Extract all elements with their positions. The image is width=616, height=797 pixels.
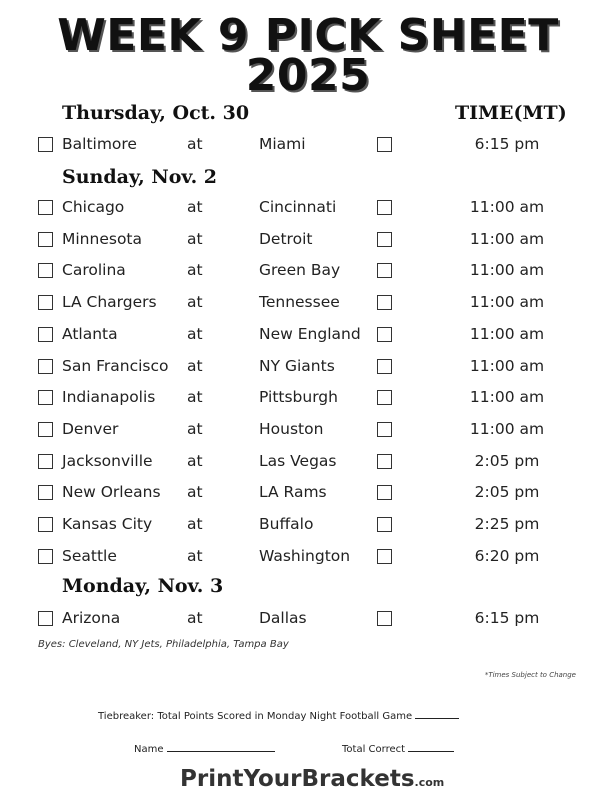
page-title-year: 2025 [245,50,371,101]
at-label: at [187,451,203,470]
away-team: Jacksonville [62,451,153,470]
game-row [0,386,616,410]
game-time: 11:00 am [469,388,545,407]
away-pick-checkbox[interactable] [38,454,53,469]
game-row [0,323,616,347]
brand-logo [180,766,444,792]
game-row [0,545,616,569]
name-blank[interactable] [167,742,275,752]
home-pick-checkbox[interactable] [377,485,392,500]
game-row [0,481,616,505]
away-team: Seattle [62,546,117,565]
game-time: 6:15 pm [474,135,540,153]
game-row [0,133,616,157]
home-team: Buffalo [259,515,314,533]
away-pick-checkbox[interactable] [38,359,53,374]
at-label: at [187,388,203,407]
away-pick-checkbox[interactable] [38,611,53,626]
at-label: at [187,293,203,312]
brand-com: .com [414,776,445,789]
away-team: Minnesota [62,229,142,248]
away-pick-checkbox[interactable] [38,295,53,310]
home-pick-checkbox[interactable] [377,454,392,469]
away-pick-checkbox[interactable] [38,549,53,564]
away-pick-checkbox[interactable] [38,517,53,532]
away-team: Indianapolis [62,388,156,407]
away-pick-checkbox[interactable] [38,390,53,405]
at-label: at [187,483,203,502]
away-team: LA Chargers [62,293,157,312]
brand-your: Your [243,766,302,792]
home-team: Detroit [259,229,313,248]
time-column-header: TIME(MT) [455,102,567,124]
away-pick-checkbox[interactable] [38,422,53,437]
game-time: 2:05 pm [474,483,540,502]
away-pick-checkbox[interactable] [38,485,53,500]
game-time: 11:00 am [469,293,545,312]
home-team: Washington [259,546,351,565]
at-label: at [187,546,203,565]
game-time: 11:00 am [469,229,545,248]
game-row [0,259,616,283]
at-label: at [187,198,203,216]
home-pick-checkbox[interactable] [377,359,392,374]
day-header: Sunday, Nov. 2 [62,166,218,188]
at-label: at [187,419,203,438]
home-team: New England [259,324,361,343]
total-correct-blank[interactable] [408,742,454,752]
tiebreaker-blank[interactable] [415,709,459,719]
away-team: Kansas City [62,515,153,533]
home-pick-checkbox[interactable] [377,263,392,278]
home-pick-checkbox[interactable] [377,517,392,532]
game-time: 6:15 pm [474,609,540,627]
byes-text: Byes: Cleveland, NY Jets, Philadelphia, Tampa Bay [38,639,289,650]
away-pick-checkbox[interactable] [38,200,53,215]
home-pick-checkbox[interactable] [377,549,392,564]
brand-brackets: Brackets [301,766,415,792]
away-team: Denver [62,419,119,438]
home-team: Green Bay [259,261,341,280]
at-label: at [187,356,203,375]
home-team: LA Rams [259,483,327,502]
away-pick-checkbox[interactable] [38,232,53,247]
at-label: at [187,515,203,533]
game-row [0,196,616,220]
game-time: 11:00 am [469,356,545,375]
game-row [0,450,616,474]
game-row [0,418,616,442]
away-pick-checkbox[interactable] [38,263,53,278]
total-correct-field [342,742,454,755]
away-team: Carolina [62,261,126,280]
game-time: 2:05 pm [474,451,540,470]
game-row [0,355,616,379]
at-label: at [187,229,203,248]
home-team: Tennessee [259,293,340,312]
game-time: 11:00 am [469,261,545,280]
home-team: Dallas [259,609,307,627]
at-label: at [187,324,203,343]
away-team: Arizona [62,609,121,627]
home-pick-checkbox[interactable] [377,137,392,152]
game-row [0,228,616,252]
home-pick-checkbox[interactable] [377,327,392,342]
game-time: 11:00 am [469,419,545,438]
brand-print: Print [180,766,244,792]
away-team: Atlanta [62,324,118,343]
home-team: NY Giants [259,356,335,375]
home-pick-checkbox[interactable] [377,422,392,437]
at-label: at [187,135,203,153]
name-label: Name [134,744,164,755]
tiebreaker-label: Tiebreaker: Total Points Scored in Monday Night Football Game [98,711,413,722]
home-pick-checkbox[interactable] [377,611,392,626]
total-correct-label: Total Correct [342,744,406,755]
away-pick-checkbox[interactable] [38,137,53,152]
away-pick-checkbox[interactable] [38,327,53,342]
home-pick-checkbox[interactable] [377,232,392,247]
home-pick-checkbox[interactable] [377,390,392,405]
home-team: Cincinnati [259,198,337,216]
away-team: Baltimore [62,135,137,153]
home-team: Pittsburgh [259,388,338,407]
game-row [0,513,616,537]
game-time: 2:25 pm [474,515,540,533]
day-header: Monday, Nov. 3 [62,575,224,597]
home-team: Miami [259,135,306,153]
game-row [0,291,616,315]
at-label: at [187,609,203,627]
game-time: 11:00 am [469,324,545,343]
away-team: San Francisco [62,356,169,375]
name-field [134,742,275,755]
at-label: at [187,261,203,280]
tiebreaker-field [98,709,459,722]
home-team: Houston [259,419,324,438]
day-header: Thursday, Oct. 30 [62,102,250,124]
game-row [0,607,616,631]
away-team: New Orleans [62,483,161,502]
times-note: *Times Subject to Change [484,671,576,679]
page-title: WEEK 9 PICK SHEET [57,10,559,61]
away-team: Chicago [62,198,125,216]
game-time: 6:20 pm [474,546,540,565]
home-pick-checkbox[interactable] [377,295,392,310]
game-time: 11:00 am [469,198,545,216]
home-team: Las Vegas [259,451,337,470]
home-pick-checkbox[interactable] [377,200,392,215]
